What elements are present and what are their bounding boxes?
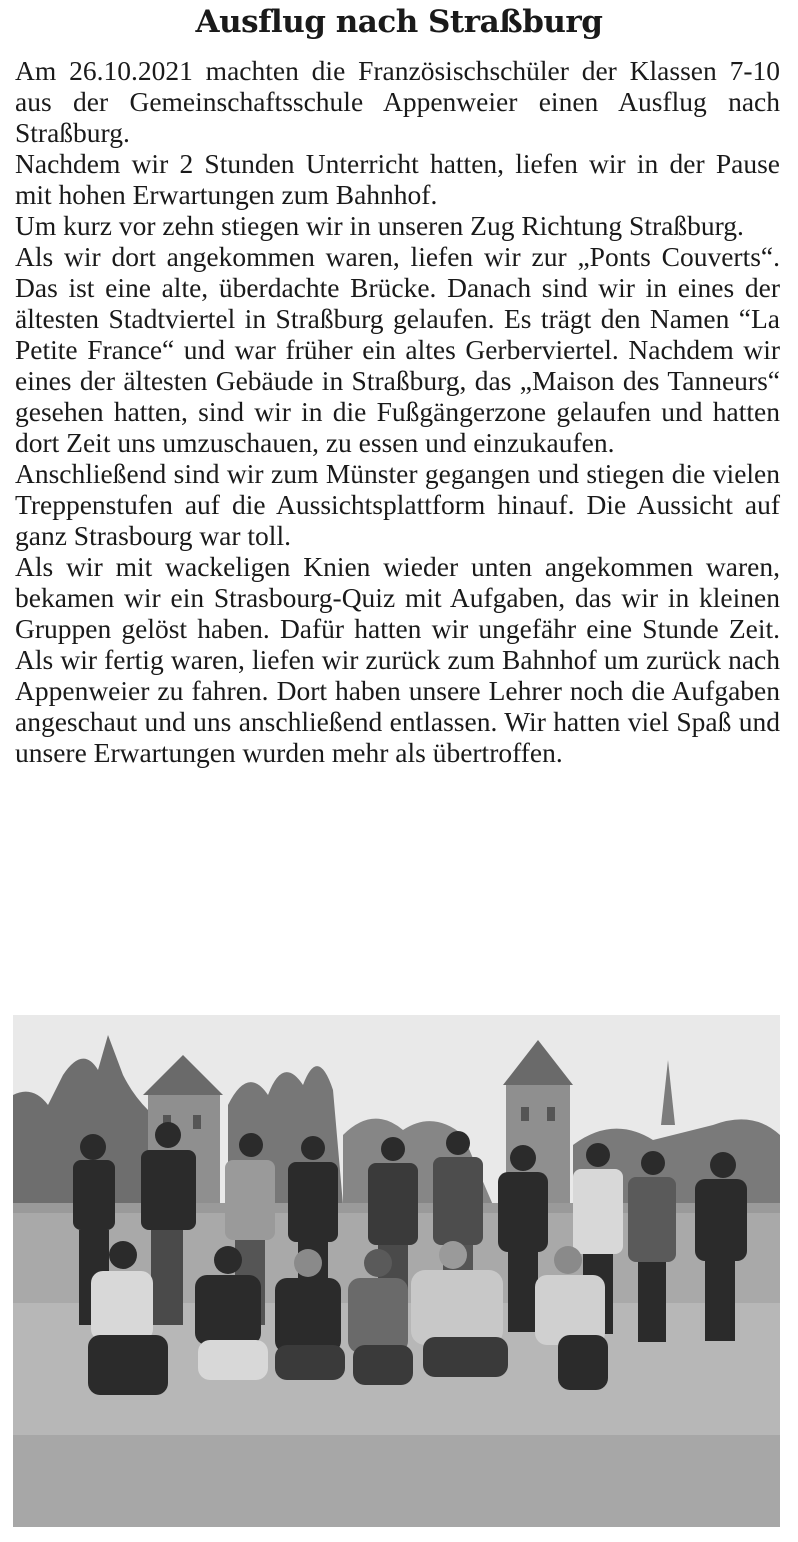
- article-body: [15, 55, 780, 768]
- paragraph-train: Um kurz vor zehn stiegen wir in unseren Zug Richtung Straßburg.: [15, 210, 744, 241]
- paragraph-quiz: Als wir mit wackeligen Knien wieder unten angekommen waren, bekamen wir ein Strasbourg-Quiz mit Aufgaben, das wir in kleinen Gruppen gelöst haben. Dafür hatten wir ungefähr eine Stunde Zeit. Als wir fertig waren, liefen wir zurück zum Bahnhof um zurück nach Appenweier zu fahren. Dort haben unsere Lehrer noch die Aufgaben angeschaut und uns anschließend entlassen. Wir hatten viel Spaß und unsere Erwartungen wurden mehr als übertroffen.: [15, 551, 780, 768]
- group-photo: [13, 1015, 780, 1527]
- article-title: Ausflug nach Straßburg: [195, 4, 603, 40]
- paragraph-city-tour: Als wir dort angekommen waren, liefen wir zur „Ponts Couverts“. Das ist eine alte, überdachte Brücke. Danach sind wir in eines der ältesten Stadtviertel in Straßburg gelaufen. Es trägt den Namen “La Petite France“ und war früher ein altes Gerberviertel. Nachdem wir eines der ältesten Gebäude in Straßburg, das „Maison des Tanneurs“ gesehen hatten, sind wir in die Fußgängerzone gelaufen und hatten dort Zeit uns umzuschauen, zu essen und einzukaufen.: [15, 241, 780, 458]
- paragraph-intro: Am 26.10.2021 machten die Französischschüler der Klassen 7-10 aus der Gemeinschaftsschule Appenweier einen Ausflug nach Straßburg.: [15, 55, 780, 148]
- paragraph-cathedral: Anschließend sind wir zum Münster gegangen und stiegen die vielen Treppenstufen auf die Aussichtsplattform hinauf. Die Aussicht auf ganz Strasbourg war toll.: [15, 458, 780, 551]
- group-photo-illustration: [13, 1015, 780, 1527]
- paragraph-departure: Nachdem wir 2 Stunden Unterricht hatten, liefen wir in der Pause mit hohen Erwartungen zum Bahnhof.: [15, 148, 780, 210]
